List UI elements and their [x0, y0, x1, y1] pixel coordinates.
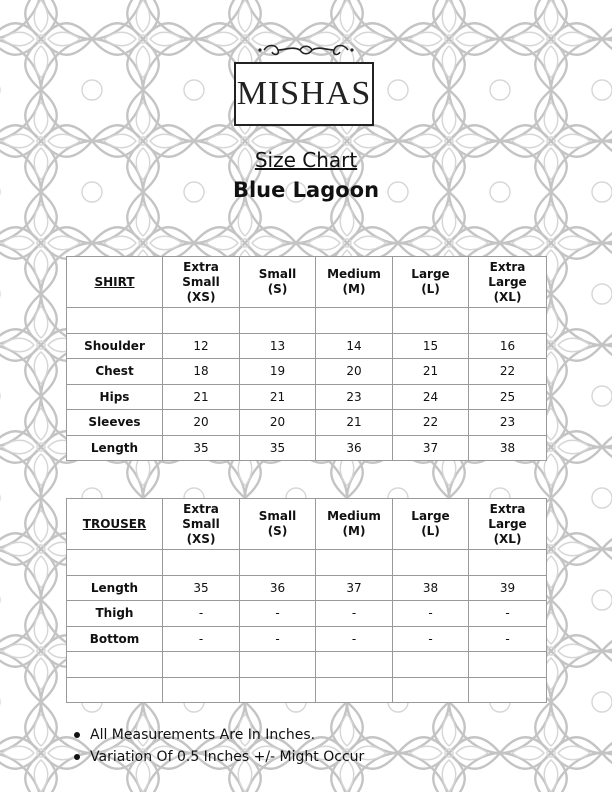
table-row	[67, 308, 547, 334]
measurement-value: 23	[469, 410, 547, 436]
measurement-value: 36	[316, 435, 393, 461]
note-item: Variation Of 0.5 Inches +/- Might Occur	[72, 746, 364, 768]
measurement-value: 38	[469, 435, 547, 461]
size-header: Extra Large (XL)	[469, 499, 547, 550]
table-row	[67, 435, 547, 461]
table-row	[67, 677, 547, 703]
table-header-row	[67, 499, 547, 550]
table-row	[67, 601, 547, 627]
measurement-value: 35	[163, 575, 240, 601]
measurement-label: Shoulder	[67, 333, 163, 359]
measurement-value	[240, 308, 316, 334]
measurement-value	[469, 677, 547, 703]
measurement-value: 21	[163, 384, 240, 410]
measurement-value: 23	[316, 384, 393, 410]
measurement-value	[469, 652, 547, 678]
measurement-value: -	[393, 601, 469, 627]
table-row	[67, 384, 547, 410]
measurement-value	[316, 308, 393, 334]
measurement-value	[316, 677, 393, 703]
page-title: Size Chart	[254, 148, 358, 172]
table-row	[67, 575, 547, 601]
measurement-value: 19	[240, 359, 316, 385]
measurement-label	[67, 652, 163, 678]
measurement-value: 14	[316, 333, 393, 359]
measurement-value: -	[316, 626, 393, 652]
measurement-value: 20	[240, 410, 316, 436]
measurement-value: 38	[393, 575, 469, 601]
brand-logo	[234, 42, 378, 128]
measurement-value: 35	[240, 435, 316, 461]
note-item: All Measurements Are In Inches.	[72, 724, 364, 746]
measurement-value: -	[316, 601, 393, 627]
measurement-label: Length	[67, 575, 163, 601]
measurement-value: 20	[316, 359, 393, 385]
measurement-value: -	[469, 626, 547, 652]
measurement-value: 21	[240, 384, 316, 410]
measurement-value: -	[163, 601, 240, 627]
measurement-value: 22	[393, 410, 469, 436]
measurement-value: 37	[316, 575, 393, 601]
measurement-value	[163, 550, 240, 576]
measurement-label: Thigh	[67, 601, 163, 627]
measurement-value	[163, 652, 240, 678]
size-header: Extra Small (XS)	[163, 499, 240, 550]
measurement-value: -	[240, 601, 316, 627]
table-row	[67, 359, 547, 385]
measurement-value: 13	[240, 333, 316, 359]
measurement-value	[316, 550, 393, 576]
measurement-value: 12	[163, 333, 240, 359]
measurement-value	[240, 677, 316, 703]
table-row	[67, 410, 547, 436]
measurement-label: Bottom	[67, 626, 163, 652]
measurement-value	[163, 677, 240, 703]
measurement-label	[67, 677, 163, 703]
measurement-value: 25	[469, 384, 547, 410]
logo-frame	[234, 62, 374, 126]
brand-name: MISHAS	[236, 75, 372, 112]
measurement-value: -	[163, 626, 240, 652]
measurement-label	[67, 308, 163, 334]
measurement-value: 21	[393, 359, 469, 385]
measurement-label: Hips	[67, 384, 163, 410]
measurement-value	[240, 550, 316, 576]
size-header: Small (S)	[240, 499, 316, 550]
measurement-value: -	[469, 601, 547, 627]
table-row	[67, 626, 547, 652]
trouser-size-table	[66, 498, 547, 703]
measurement-label	[67, 550, 163, 576]
measurement-value: 16	[469, 333, 547, 359]
product-name: Blue Lagoon	[232, 178, 380, 202]
table-header-row	[67, 257, 547, 308]
scroll-ornament-icon	[256, 42, 356, 58]
measurement-value	[469, 550, 547, 576]
notes-list	[72, 724, 364, 768]
size-header: Large (L)	[393, 499, 469, 550]
measurement-label: Length	[67, 435, 163, 461]
measurement-value	[393, 308, 469, 334]
table-row	[67, 652, 547, 678]
size-header: Extra Large (XL)	[469, 257, 547, 308]
table-row	[67, 550, 547, 576]
measurement-value: 39	[469, 575, 547, 601]
size-header: Extra Small (XS)	[163, 257, 240, 308]
measurement-value: 18	[163, 359, 240, 385]
measurement-value	[393, 652, 469, 678]
measurement-value	[316, 652, 393, 678]
size-header: Large (L)	[393, 257, 469, 308]
measurement-value	[393, 550, 469, 576]
measurement-label: Chest	[67, 359, 163, 385]
size-header: Small (S)	[240, 257, 316, 308]
measurement-label: Sleeves	[67, 410, 163, 436]
measurement-value: 20	[163, 410, 240, 436]
measurement-value	[469, 308, 547, 334]
shirt-section-label: SHIRT	[67, 257, 163, 308]
measurement-value	[240, 652, 316, 678]
measurement-value: 15	[393, 333, 469, 359]
measurement-value: 35	[163, 435, 240, 461]
measurement-value: 37	[393, 435, 469, 461]
table-row	[67, 333, 547, 359]
measurement-value: 21	[316, 410, 393, 436]
measurement-value	[393, 677, 469, 703]
measurement-value: 36	[240, 575, 316, 601]
measurement-value: -	[240, 626, 316, 652]
measurement-value: 24	[393, 384, 469, 410]
trouser-section-label: TROUSER	[67, 499, 163, 550]
shirt-size-table	[66, 256, 547, 461]
size-header: Medium (M)	[316, 499, 393, 550]
size-header: Medium (M)	[316, 257, 393, 308]
measurement-value: -	[393, 626, 469, 652]
measurement-value	[163, 308, 240, 334]
measurement-value: 22	[469, 359, 547, 385]
